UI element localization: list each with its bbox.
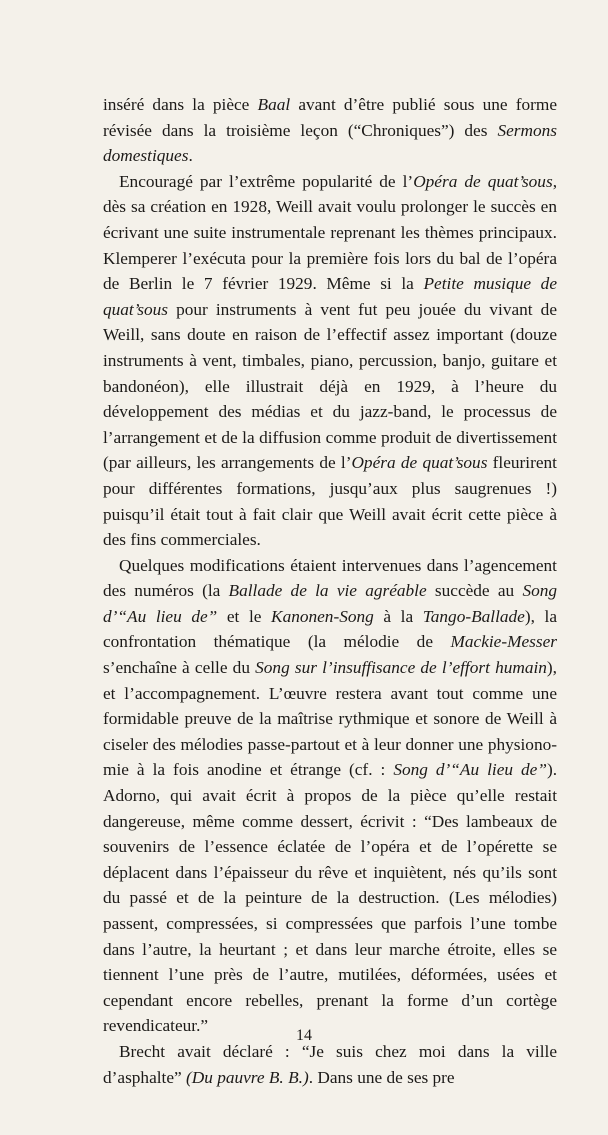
italic-text: Baal [257, 95, 291, 114]
italic-text: Song sur l’insuffisance de l’effort humain [255, 658, 547, 678]
italic-text: Song d’“Au lieu de” [393, 760, 547, 780]
paragraph [103, 169, 557, 553]
text-run: pour instruments à vent fut peu jouée du vivant de Weill, sans doute en raison de l’effectif assez important (douze instruments à vent, timbales, piano, percussion, banjo, guitare et bandonéon), elle illustrait déjà en 1929, à l’heure du développement des médias et du jazz-band, le processus de l’arrangement et de la diffusion comme produit de divertissement (par ailleurs, les arrangements de l’ [103, 299, 557, 473]
italic-text: Song d’“Au lieu de” [103, 581, 557, 626]
text-run: avant d’être publié sous une forme révisée dans la troisième leçon (“Chroniques”) des [103, 95, 557, 140]
text-run: fleurirent pour différentes formations, jusqu’aux plus saugrenues !) puisqu’il était tout à fait clair que Weill avait écrit cette pièce à des fins commerciales. [103, 453, 557, 550]
italic-text: Ballade de la vie agréable [228, 581, 427, 601]
text-run: , dès sa création en 1928, Weill avait voulu prolonger le succès en écrivant une suite instrumentale reprenant les thèmes principaux. Klemperer l’exécuta pour la première fois lors du bal de l’opéra de Berlin le 7 février 1929. Même si la [103, 171, 558, 294]
paragraph [103, 1039, 557, 1090]
text-run: Brecht avait déclaré : “Je suis chez moi dans la ville d’asphalte” [103, 1041, 557, 1087]
page-number: 14 [296, 1027, 312, 1044]
text-run: ). Adorno, qui avait écrit à propos de la pièce qu’elle restait dangereuse, même comme dessert, écrivit : “Des lambeaux de souvenirs de l’essence éclatée de l’opéra et de l’opérette se déplacent dans l’épaisseur du rêve et inquiètent, nés qu’ils sont du passé et de la peinture de la destruction. (Les mélodies) passent, compressées, si compressées que parfois l’une tombe dans l’autre, la heurtant ; et dans leur marche étroite, elles se tiennent l’une près de l’autre, mutilées, déformées, usées et cependant encore rebelles, prenant la forme d’un cortège revendicateur.” [103, 760, 558, 1036]
text-run: ), et l’accompagnement. L’œuvre restera avant tout comme une formidable preuve de la maîtrise rythmique et sonore de Weill à ciseler des mélodies passe-partout et à leur donner une physionomie à la fois anodine et étrange (cf. : [103, 658, 557, 780]
italic-text: Petite musique de quat’sous [103, 274, 557, 319]
text-run: . [188, 146, 193, 166]
text-run: s’enchaîne à celle du [103, 658, 256, 678]
text-run: inséré dans la pièce [103, 95, 258, 114]
paragraph [103, 92, 557, 169]
text-run: succède au [426, 581, 523, 601]
paragraph [103, 553, 557, 1039]
italic-text: Sermons domestiques [103, 120, 557, 166]
text-run: Quelques modifications étaient intervenues dans l’agencement des numéros (la [103, 555, 557, 601]
text-run: et le [217, 606, 272, 626]
italic-text: Kanonen-Song [271, 606, 374, 626]
italic-text: (Du pauvre B. B.) [186, 1067, 309, 1087]
italic-text: Opéra de quat’sous [413, 171, 553, 191]
italic-text: Tango-Ballade [422, 606, 525, 626]
italic-text: Opéra de quat’sous [351, 453, 488, 473]
text-run: . Dans une de ses pre [308, 1067, 455, 1087]
text-run: à la [373, 606, 423, 626]
body-text [103, 92, 557, 1090]
italic-text: Mackie-Messer [450, 632, 557, 652]
text-run: Encouragé par l’extrême popularité de l’ [119, 171, 414, 191]
text-run: ), la confrontation thématique (la mélodie de [103, 606, 558, 652]
